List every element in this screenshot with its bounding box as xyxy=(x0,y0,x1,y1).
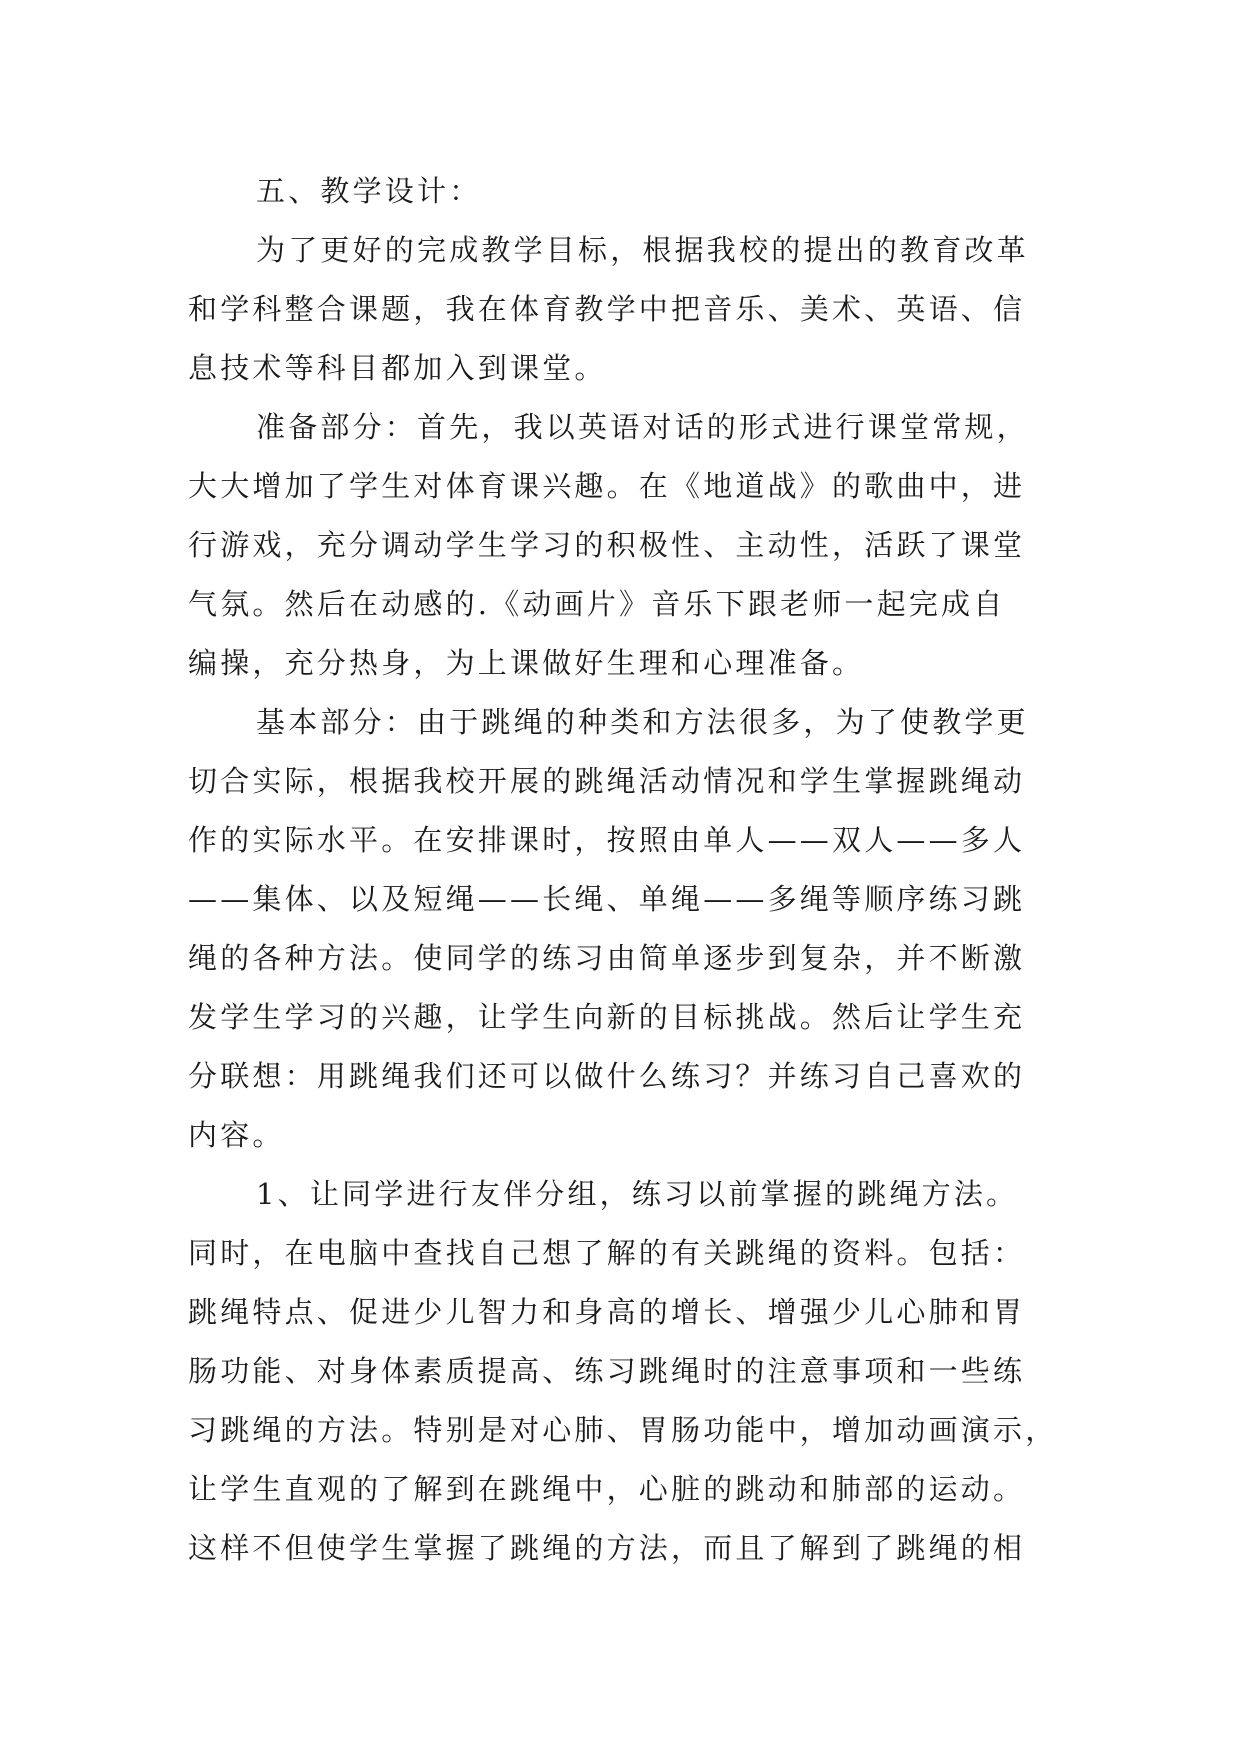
text-line: ——集体、以及短绳——长绳、单绳——多绳等顺序练习跳 xyxy=(188,882,1026,916)
paragraph-item-1 xyxy=(188,1165,1058,1578)
text-line: 为了更好的完成教学目标，根据我校的提出的教育改革 xyxy=(256,233,1029,267)
paragraph-basic xyxy=(188,693,1053,1165)
text-line: 跳绳特点、促进少儿智力和身高的增长、增强少儿心肺和胃 xyxy=(188,1295,1026,1329)
text-line: 这样不但使学生掌握了跳绳的方法，而且了解到了跳绳的相 xyxy=(188,1531,1026,1565)
text-line: 准备部分：首先，我以英语对话的形式进行课堂常规， xyxy=(256,410,1029,444)
text-line: 1、让同学进行友伴分组，练习以前掌握的跳绳方法。 xyxy=(256,1177,1019,1211)
text-line: 编操，充分热身，为上课做好生理和心理准备。 xyxy=(188,646,865,680)
paragraph-intro xyxy=(188,221,1053,398)
text-line: 肠功能、对身体素质提高、练习跳绳时的注意事项和一些练 xyxy=(188,1354,1026,1388)
text-line: 发学生学习的兴趣，让学生向新的目标挑战。然后让学生充 xyxy=(188,1000,1026,1034)
text-line: 内容。 xyxy=(188,1118,285,1152)
paragraph-preparation xyxy=(188,398,1053,693)
text-line: 和学科整合课题，我在体育教学中把音乐、美术、英语、信 xyxy=(188,292,1026,326)
text-line: 基本部分：由于跳绳的种类和方法很多，为了使教学更 xyxy=(256,705,1029,739)
text-line: 切合实际，根据我校开展的跳绳活动情况和学生掌握跳绳动 xyxy=(188,764,1026,798)
text-line: 气氛。然后在动感的.《动画片》音乐下跟老师一起完成自 xyxy=(188,587,1006,621)
text-line: 分联想：用跳绳我们还可以做什么练习？并练习自己喜欢的 xyxy=(188,1059,1026,1093)
text-line: 让学生直观的了解到在跳绳中，心脏的跳动和肺部的运动。 xyxy=(188,1472,1026,1506)
text-line: 同时，在电脑中查找自己想了解的有关跳绳的资料。包括： xyxy=(188,1236,1026,1270)
text-line: 习跳绳的方法。特别是对心肺、胃肠功能中，增加动画演示， xyxy=(188,1413,1058,1447)
section-heading: 五、教学设计： xyxy=(256,174,482,208)
text-line: 绳的各种方法。使同学的练习由简单逐步到复杂，并不断激 xyxy=(188,941,1026,975)
text-line: 息技术等科目都加入到课堂。 xyxy=(188,351,607,385)
text-line: 作的实际水平。在安排课时，按照由单人——双人——多人 xyxy=(188,823,1026,857)
text-line: 行游戏，充分调动学生学习的积极性、主动性，活跃了课堂 xyxy=(188,528,1026,562)
text-line: 大大增加了学生对体育课兴趣。在《地道战》的歌曲中，进 xyxy=(188,469,1026,503)
document-page xyxy=(188,162,1058,1578)
